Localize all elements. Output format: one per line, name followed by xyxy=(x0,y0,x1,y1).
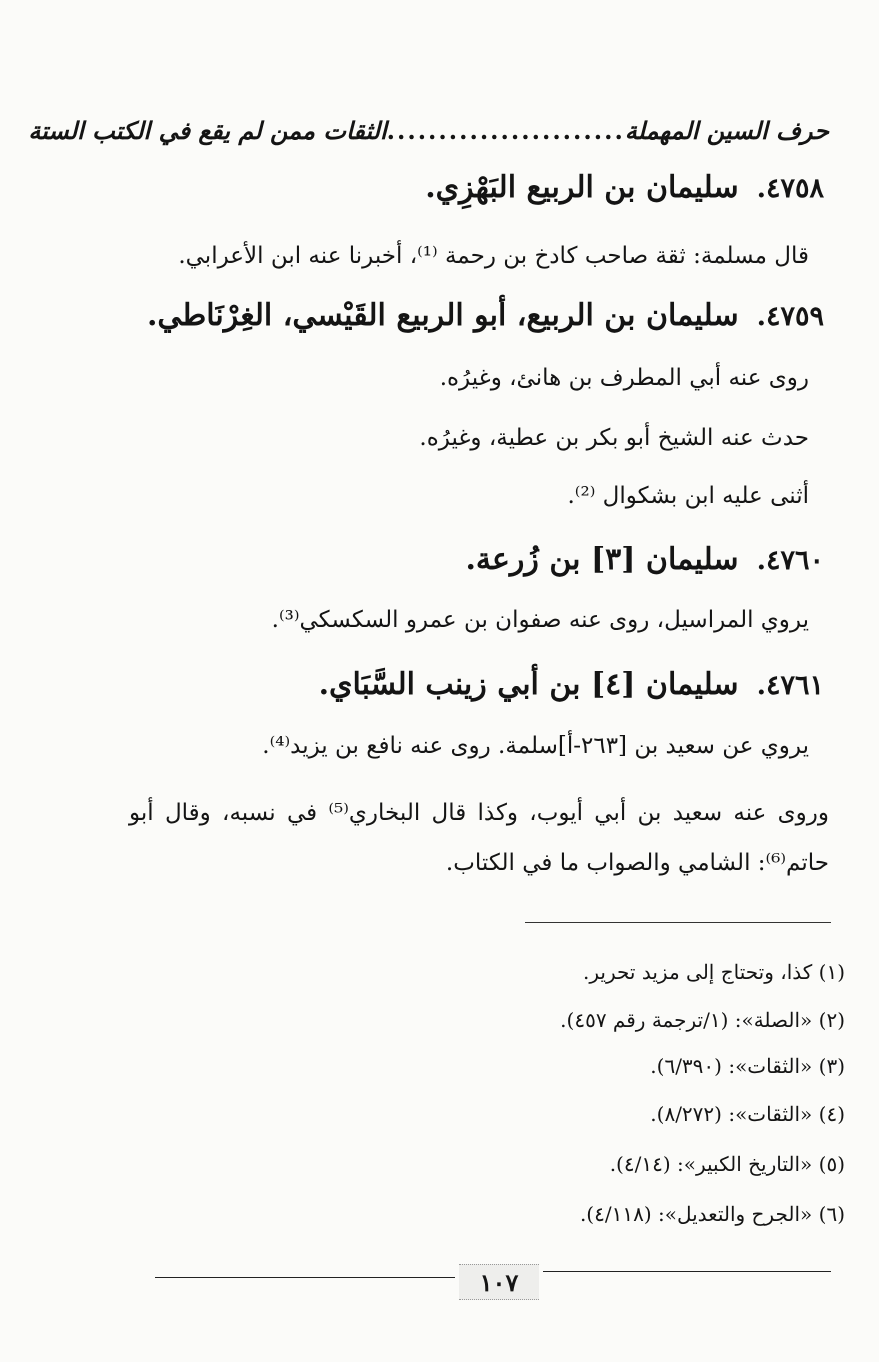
entry-text-line: أثنى عليه ابن بشكوال ⁽²⁾. xyxy=(567,483,809,509)
entry-heading xyxy=(465,540,824,581)
footer-rule-right xyxy=(543,1271,831,1272)
footnote: (١) كذا، وتحتاج إلى مزيد تحرير. xyxy=(583,960,845,984)
entry-number: ٤٧٥٩. xyxy=(756,301,824,332)
entry-number: ٤٧٦١. xyxy=(756,670,824,701)
footnote: (٢) «الصلة»: (١/ترجمة رقم ٤٥٧). xyxy=(560,1008,845,1032)
entry-name: سليمان [٤] بن أبي زينب السَّبَاي. xyxy=(318,667,739,702)
entry-number: ٤٧٦٠. xyxy=(756,545,824,576)
section-title: حرف السين المهملة xyxy=(624,115,829,145)
entry-name: سليمان بن الربيع، أبو الربيع القَيْسي، الغِرْنَاطي. xyxy=(146,298,739,333)
footnote: (٦) «الجرح والتعديل»: (٤/١١٨). xyxy=(579,1202,845,1226)
footnote-separator xyxy=(525,922,831,923)
entry-text-line: روى عنه أبي المطرف بن هانئ، وغيرُه. xyxy=(439,365,809,391)
footer-rule-left xyxy=(155,1277,455,1278)
page-number-text: ١٠٧ xyxy=(479,1267,519,1297)
entry-number: ٤٧٥٨. xyxy=(756,173,824,204)
entry-text-line: يروي المراسيل، روى عنه صفوان بن عمرو السكسكي⁽³⁾. xyxy=(271,607,809,633)
footnote: (٣) «الثقات»: (٦/٣٩٠). xyxy=(650,1054,845,1078)
entry-heading xyxy=(425,168,824,209)
entry-text-line: حدث عنه الشيخ أبو بكر بن عطية، وغيرُه. xyxy=(419,425,809,451)
header-dots: ....................... xyxy=(386,115,625,145)
book-title: الثقات ممن لم يقع في الكتب الستة xyxy=(28,115,387,145)
entry-heading xyxy=(147,296,824,337)
entry-name: سليمان [٣] بن زُرعة. xyxy=(465,542,739,577)
entry-paragraph: وروى عنه سعيد بن أبي أيوب، وكذا قال البخاري⁽⁵⁾ في نسبه، وقال أبو حاتم⁽⁶⁾: الشامي والصواب ما في الكتاب. xyxy=(129,800,829,876)
entry-name: سليمان بن الربيع البَهْزِي. xyxy=(425,170,739,205)
footnote: (٥) «التاريخ الكبير»: (٤/١٤). xyxy=(609,1152,845,1176)
entry-heading xyxy=(319,665,824,706)
running-head xyxy=(28,110,829,150)
page-number xyxy=(459,1264,539,1300)
entry-text-line: يروي عن سعيد بن [٢٦٣-أ]سلمة. روى عنه نافع بن يزيد⁽⁴⁾. xyxy=(262,733,809,759)
entry-text-line: قال مسلمة: ثقة صاحب كادخ بن رحمة ⁽¹⁾، أخبرنا عنه ابن الأعرابي. xyxy=(178,243,809,269)
footnote: (٤) «الثقات»: (٨/٢٧٢). xyxy=(650,1102,845,1126)
